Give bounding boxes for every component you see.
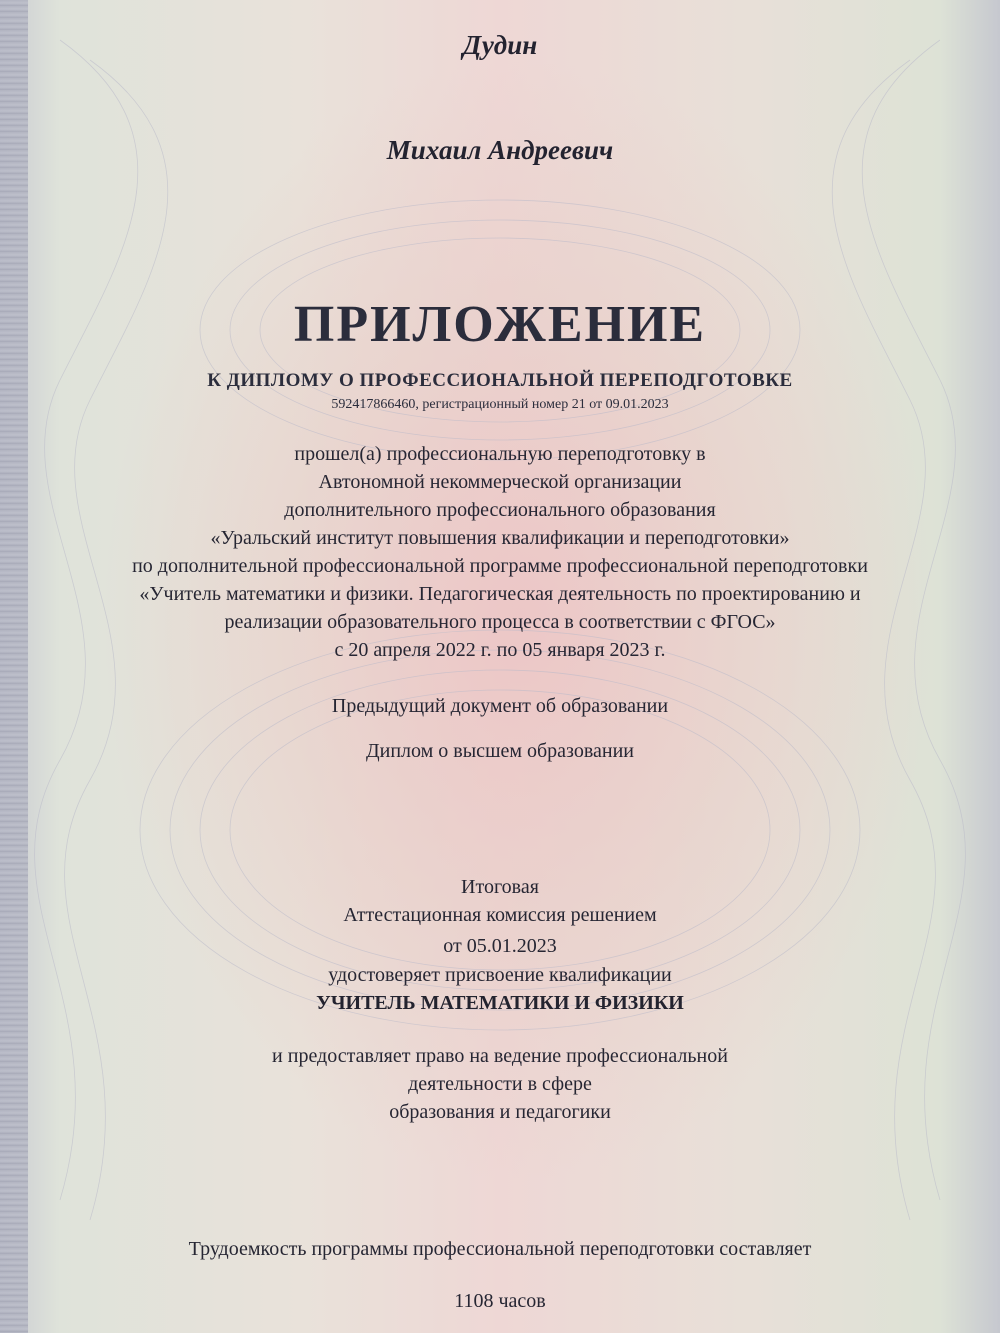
commission-line: удостоверяет присвоение квалификации (328, 964, 672, 986)
registration-number: 592417866460, регистрационный номер 21 от 09.01.2023 (331, 397, 669, 412)
commission-line: Итоговая (461, 876, 539, 898)
previous-document-value: Диплом о высшем образовании (366, 740, 634, 762)
recipient-surname: Дудин (462, 30, 538, 60)
training-line: реализации образовательного процесса в соответствии с ФГОС» (224, 611, 776, 633)
paper-edge (0, 0, 28, 1333)
training-line: «Учитель математики и физики. Педагогическая деятельность по проектированию и (139, 583, 861, 605)
training-line: «Уральский институт повышения квалификации и переподготовки» (210, 527, 790, 549)
training-line: по дополнительной профессиональной программе профессиональной переподготовки (132, 555, 868, 577)
document-subtitle: К ДИПЛОМУ О ПРОФЕССИОНАЛЬНОЙ ПЕРЕПОДГОТОВКЕ (207, 370, 793, 391)
rights-line: деятельности в сфере (408, 1073, 592, 1095)
training-line: Автономной некоммерческой организации (318, 471, 682, 493)
training-line: дополнительного профессионального образования (284, 499, 716, 521)
workload-label: Трудоемкость программы профессиональной переподготовки составляет (188, 1238, 812, 1260)
qualification: УЧИТЕЛЬ МАТЕМАТИКИ И ФИЗИКИ (316, 992, 684, 1014)
commission-line: Аттестационная комиссия решением (343, 904, 657, 926)
document-title: ПРИЛОЖЕНИЕ (293, 296, 707, 353)
training-line: прошел(а) профессиональную переподготовку в (294, 443, 706, 465)
recipient-name-patronymic: Михаил Андреевич (386, 135, 614, 165)
rights-line: образования и педагогики (389, 1101, 611, 1123)
commission-date: от 05.01.2023 (443, 935, 557, 957)
rights-line: и предоставляет право на ведение профессиональной (272, 1045, 728, 1067)
previous-document-label: Предыдущий документ об образовании (331, 695, 669, 717)
workload-hours: 1108 часов (454, 1290, 546, 1312)
training-period: с 20 апреля 2022 г. по 05 января 2023 г. (334, 639, 666, 661)
